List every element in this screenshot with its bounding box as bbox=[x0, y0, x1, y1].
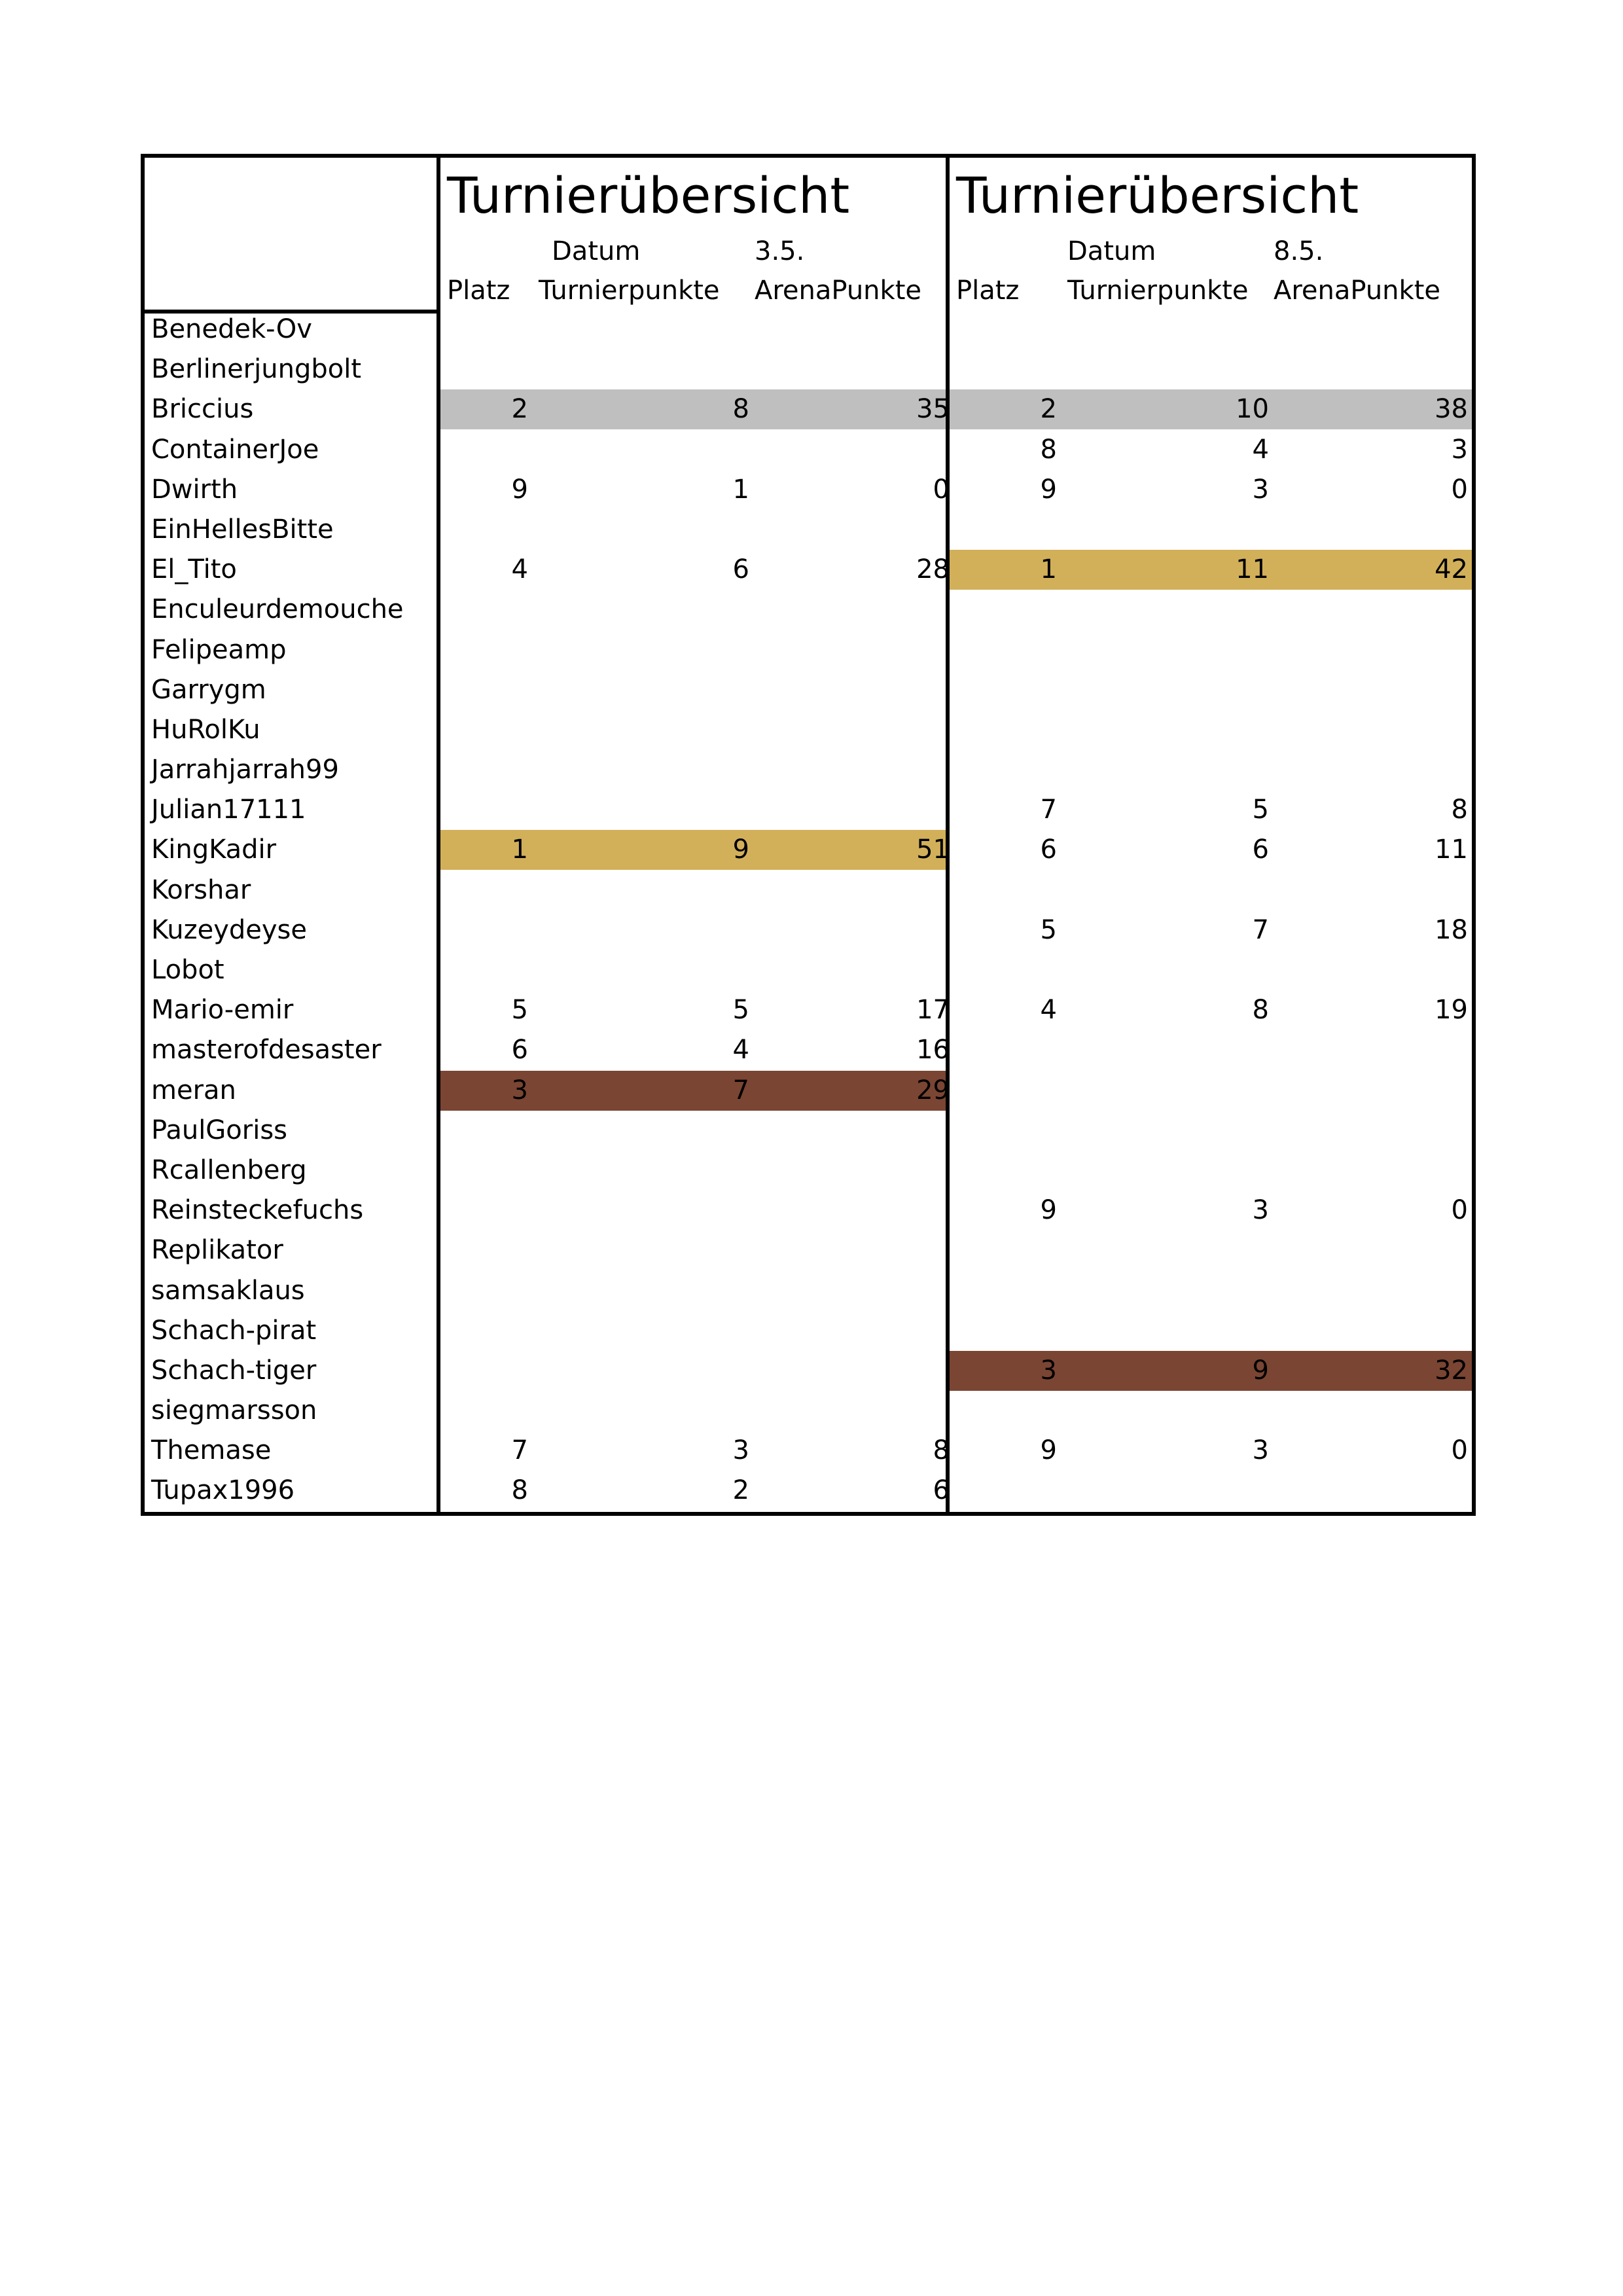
result-row bbox=[440, 670, 950, 710]
result-row bbox=[950, 550, 1472, 590]
turnierpunkte-cell: 6 bbox=[732, 554, 749, 585]
result-row bbox=[950, 910, 1472, 950]
result-row bbox=[440, 750, 950, 790]
player-row bbox=[145, 1030, 440, 1070]
player-name: Schach-pirat bbox=[151, 1315, 317, 1346]
player-row bbox=[145, 630, 440, 670]
result-row bbox=[440, 389, 950, 429]
player-row bbox=[145, 1071, 440, 1111]
arenapunkte-cell: 11 bbox=[1435, 834, 1468, 865]
turnierpunkte-cell: 4 bbox=[732, 1035, 749, 1066]
result-row bbox=[440, 310, 950, 350]
player-row bbox=[145, 1271, 440, 1311]
result-row bbox=[440, 350, 950, 389]
player-name: Tupax1996 bbox=[151, 1475, 295, 1506]
platz-cell: 1 bbox=[511, 834, 528, 865]
result-row bbox=[950, 510, 1472, 550]
player-name: Mario-emir bbox=[151, 995, 294, 1026]
result-row bbox=[950, 1271, 1472, 1311]
player-name: Jarrahjarrah99 bbox=[151, 755, 339, 785]
arenapunkte-cell: 38 bbox=[1435, 394, 1468, 425]
player-name: Garrygm bbox=[151, 674, 266, 705]
player-name: Rcallenberg bbox=[151, 1155, 307, 1185]
tournament-sheet bbox=[141, 154, 1476, 1516]
col-arenapunkte: ArenaPunkte bbox=[1274, 276, 1440, 306]
tournament-2 bbox=[946, 158, 1472, 1512]
turnierpunkte-cell: 1 bbox=[732, 474, 749, 505]
result-row bbox=[950, 1311, 1472, 1351]
result-row bbox=[440, 550, 950, 590]
tournament-1-rows bbox=[440, 310, 950, 1511]
tournament-2-rows bbox=[950, 310, 1472, 1511]
result-row bbox=[950, 430, 1472, 470]
platz-cell: 9 bbox=[1040, 474, 1057, 505]
player-name: Lobot bbox=[151, 955, 224, 985]
player-row bbox=[145, 1111, 440, 1151]
result-row bbox=[440, 1391, 950, 1431]
player-name: Korshar bbox=[151, 874, 251, 905]
result-row bbox=[440, 1191, 950, 1230]
result-row bbox=[950, 950, 1472, 990]
turnierpunkte-cell: 5 bbox=[732, 995, 749, 1026]
player-name: Dwirth bbox=[151, 474, 238, 505]
turnierpunkte-cell: 7 bbox=[1252, 914, 1269, 945]
platz-cell: 3 bbox=[511, 1075, 528, 1105]
platz-cell: 8 bbox=[1040, 434, 1057, 465]
tournament-date: 8.5. bbox=[1274, 236, 1324, 266]
turnierpunkte-cell: 5 bbox=[1252, 795, 1269, 825]
player-name: Replikator bbox=[151, 1235, 283, 1266]
result-row bbox=[440, 1351, 950, 1391]
col-arenapunkte: ArenaPunkte bbox=[755, 276, 921, 306]
player-row bbox=[145, 1151, 440, 1191]
arenapunkte-cell: 16 bbox=[916, 1035, 950, 1066]
player-row bbox=[145, 350, 440, 389]
player-row bbox=[145, 1191, 440, 1230]
result-row bbox=[950, 1071, 1472, 1111]
player-name: El_Tito bbox=[151, 554, 237, 585]
platz-cell: 9 bbox=[511, 474, 528, 505]
arenapunkte-cell: 0 bbox=[1451, 474, 1468, 505]
player-row bbox=[145, 950, 440, 990]
platz-cell: 4 bbox=[1040, 995, 1057, 1026]
player-row bbox=[145, 790, 440, 830]
player-row bbox=[145, 870, 440, 910]
player-name: Schach-tiger bbox=[151, 1355, 317, 1386]
player-row bbox=[145, 590, 440, 630]
player-row bbox=[145, 1471, 440, 1511]
arenapunkte-cell: 0 bbox=[1451, 1435, 1468, 1466]
turnierpunkte-cell: 9 bbox=[1252, 1355, 1269, 1386]
result-row bbox=[950, 1230, 1472, 1270]
player-name: siegmarsson bbox=[151, 1395, 317, 1426]
turnierpunkte-cell: 6 bbox=[1252, 834, 1269, 865]
player-name: Themase bbox=[151, 1435, 272, 1466]
player-row bbox=[145, 750, 440, 790]
arenapunkte-cell: 6 bbox=[933, 1475, 950, 1506]
datum-label: Datum bbox=[552, 236, 641, 266]
bronze-highlight bbox=[950, 1351, 1472, 1391]
result-row bbox=[440, 470, 950, 510]
result-row bbox=[440, 1311, 950, 1351]
result-row bbox=[440, 830, 950, 870]
arenapunkte-cell: 8 bbox=[1451, 795, 1468, 825]
result-row bbox=[950, 750, 1472, 790]
platz-cell: 2 bbox=[1040, 394, 1057, 425]
platz-cell: 1 bbox=[1040, 554, 1057, 585]
tournament-1 bbox=[437, 158, 950, 1512]
silver-highlight bbox=[950, 389, 1472, 429]
arenapunkte-cell: 18 bbox=[1435, 914, 1468, 945]
player-name: masterofdesaster bbox=[151, 1035, 382, 1066]
arenapunkte-cell: 0 bbox=[933, 474, 950, 505]
arenapunkte-cell: 35 bbox=[916, 394, 950, 425]
player-row bbox=[145, 1431, 440, 1471]
result-row bbox=[950, 1431, 1472, 1471]
player-row bbox=[145, 830, 440, 870]
player-row bbox=[145, 910, 440, 950]
turnierpunkte-cell: 9 bbox=[732, 834, 749, 865]
player-name: Julian17111 bbox=[151, 795, 306, 825]
result-row bbox=[440, 950, 950, 990]
platz-cell: 6 bbox=[511, 1035, 528, 1066]
result-row bbox=[440, 430, 950, 470]
result-row bbox=[950, 1191, 1472, 1230]
arenapunkte-cell: 17 bbox=[916, 995, 950, 1026]
result-row bbox=[440, 1071, 950, 1111]
result-row bbox=[950, 590, 1472, 630]
player-row bbox=[145, 1230, 440, 1270]
player-name: Reinsteckefuchs bbox=[151, 1195, 364, 1226]
turnierpunkte-cell: 4 bbox=[1252, 434, 1269, 465]
arenapunkte-cell: 32 bbox=[1435, 1355, 1468, 1386]
result-row bbox=[440, 1471, 950, 1511]
col-platz: Platz bbox=[447, 276, 510, 306]
result-row bbox=[950, 670, 1472, 710]
turnierpunkte-cell: 3 bbox=[1252, 1435, 1269, 1466]
player-name: Felipeamp bbox=[151, 634, 287, 665]
player-row bbox=[145, 470, 440, 510]
result-row bbox=[950, 710, 1472, 750]
turnierpunkte-cell: 3 bbox=[732, 1435, 749, 1466]
turnierpunkte-cell: 8 bbox=[732, 394, 749, 425]
player-row bbox=[145, 1311, 440, 1351]
player-name: ContainerJoe bbox=[151, 434, 319, 465]
player-name-rows bbox=[145, 310, 440, 1511]
result-row bbox=[950, 1151, 1472, 1191]
turnierpunkte-cell: 3 bbox=[1252, 474, 1269, 505]
platz-cell: 7 bbox=[1040, 795, 1057, 825]
turnierpunkte-cell: 10 bbox=[1236, 394, 1269, 425]
result-row bbox=[950, 389, 1472, 429]
result-row bbox=[950, 470, 1472, 510]
player-name: Berlinerjungbolt bbox=[151, 354, 361, 385]
player-row bbox=[145, 389, 440, 429]
result-row bbox=[950, 630, 1472, 670]
player-row bbox=[145, 710, 440, 750]
tournament-title: Turnierübersicht bbox=[447, 166, 850, 224]
arenapunkte-cell: 42 bbox=[1435, 554, 1468, 585]
result-row bbox=[950, 1471, 1472, 1511]
platz-cell: 6 bbox=[1040, 834, 1057, 865]
result-row bbox=[440, 990, 950, 1030]
col-turnierpunkte: Turnierpunkte bbox=[1067, 276, 1249, 306]
result-row bbox=[950, 1351, 1472, 1391]
result-row bbox=[950, 990, 1472, 1030]
result-row bbox=[440, 1230, 950, 1270]
result-row bbox=[440, 1030, 950, 1070]
result-row bbox=[440, 1271, 950, 1311]
turnierpunkte-cell: 2 bbox=[732, 1475, 749, 1506]
arenapunkte-cell: 0 bbox=[1451, 1195, 1468, 1226]
player-row bbox=[145, 510, 440, 550]
player-row bbox=[145, 550, 440, 590]
result-row bbox=[440, 1431, 950, 1471]
tournament-date: 3.5. bbox=[755, 236, 805, 266]
platz-cell: 5 bbox=[1040, 914, 1057, 945]
turnierpunkte-cell: 11 bbox=[1236, 554, 1269, 585]
platz-cell: 9 bbox=[1040, 1195, 1057, 1226]
player-name: Enculeurdemouche bbox=[151, 594, 404, 625]
player-row bbox=[145, 1351, 440, 1391]
result-row bbox=[950, 1030, 1472, 1070]
datum-label: Datum bbox=[1067, 236, 1156, 266]
platz-cell: 4 bbox=[511, 554, 528, 585]
player-name: Briccius bbox=[151, 394, 254, 425]
result-row bbox=[950, 350, 1472, 389]
platz-cell: 2 bbox=[511, 394, 528, 425]
player-row bbox=[145, 670, 440, 710]
player-name: Kuzeydeyse bbox=[151, 914, 307, 945]
player-name: EinHellesBitte bbox=[151, 514, 334, 545]
result-row bbox=[950, 790, 1472, 830]
result-row bbox=[950, 1391, 1472, 1431]
result-row bbox=[950, 1111, 1472, 1151]
arenapunkte-cell: 29 bbox=[916, 1075, 950, 1105]
gold-highlight bbox=[950, 550, 1472, 590]
turnierpunkte-cell: 7 bbox=[732, 1075, 749, 1105]
result-row bbox=[440, 710, 950, 750]
player-row bbox=[145, 1391, 440, 1431]
result-row bbox=[440, 1111, 950, 1151]
names-header-cell bbox=[145, 158, 437, 314]
player-name: meran bbox=[151, 1075, 236, 1105]
player-row bbox=[145, 990, 440, 1030]
player-names-column bbox=[145, 158, 440, 1512]
player-row bbox=[145, 310, 440, 350]
tournament-title: Turnierübersicht bbox=[956, 166, 1359, 224]
player-row bbox=[145, 430, 440, 470]
result-row bbox=[950, 870, 1472, 910]
platz-cell: 9 bbox=[1040, 1435, 1057, 1466]
col-platz: Platz bbox=[956, 276, 1020, 306]
turnierpunkte-cell: 8 bbox=[1252, 995, 1269, 1026]
player-name: Benedek-Ov bbox=[151, 314, 312, 344]
platz-cell: 3 bbox=[1040, 1355, 1057, 1386]
platz-cell: 5 bbox=[511, 995, 528, 1026]
result-row bbox=[440, 790, 950, 830]
platz-cell: 8 bbox=[511, 1475, 528, 1506]
result-row bbox=[440, 590, 950, 630]
result-row bbox=[440, 510, 950, 550]
arenapunkte-cell: 19 bbox=[1435, 995, 1468, 1026]
turnierpunkte-cell: 3 bbox=[1252, 1195, 1269, 1226]
arenapunkte-cell: 8 bbox=[933, 1435, 950, 1466]
result-row bbox=[440, 630, 950, 670]
platz-cell: 7 bbox=[511, 1435, 528, 1466]
result-row bbox=[950, 830, 1472, 870]
player-name: samsaklaus bbox=[151, 1275, 305, 1306]
arenapunkte-cell: 3 bbox=[1451, 434, 1468, 465]
arenapunkte-cell: 28 bbox=[916, 554, 950, 585]
player-name: PaulGoriss bbox=[151, 1115, 288, 1145]
col-turnierpunkte: Turnierpunkte bbox=[539, 276, 720, 306]
arenapunkte-cell: 51 bbox=[916, 834, 950, 865]
result-row bbox=[440, 1151, 950, 1191]
player-name: HuRolKu bbox=[151, 714, 260, 745]
result-row bbox=[440, 870, 950, 910]
player-name: KingKadir bbox=[151, 834, 277, 865]
result-row bbox=[950, 310, 1472, 350]
result-row bbox=[440, 910, 950, 950]
